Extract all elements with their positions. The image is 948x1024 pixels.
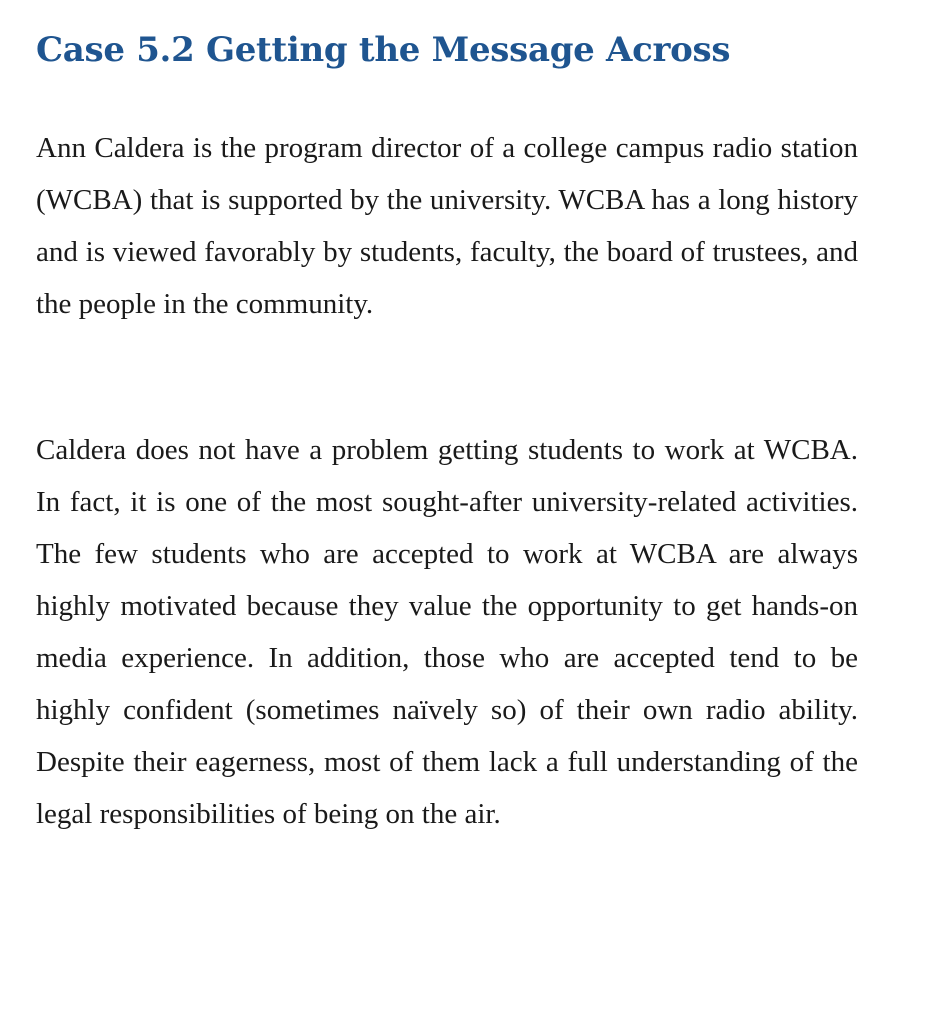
paragraph-students: Caldera does not have a problem getting students to work at WCBA. In fact, it is one of the most sought-after university-related activities. The few students who are accepted to work at WCBA are always highly motivated because they value the opportunity to get hands-on media experience. In addition, those who are accepted tend to be highly confident (sometimes naïvely so) of their own radio ability. Despite their eagerness, most of them lack a full understanding of the legal responsibilities of being on the air. <box>36 434 858 830</box>
case-title: Case 5.2 Getting the Message Across <box>36 30 731 70</box>
paragraph-intro: Ann Caldera is the program director of a college campus radio station (WCBA) that is supported by the university. WCBA has a long history and is viewed favorably by students, faculty, the board of trustees, and the people in the community. <box>36 132 858 320</box>
